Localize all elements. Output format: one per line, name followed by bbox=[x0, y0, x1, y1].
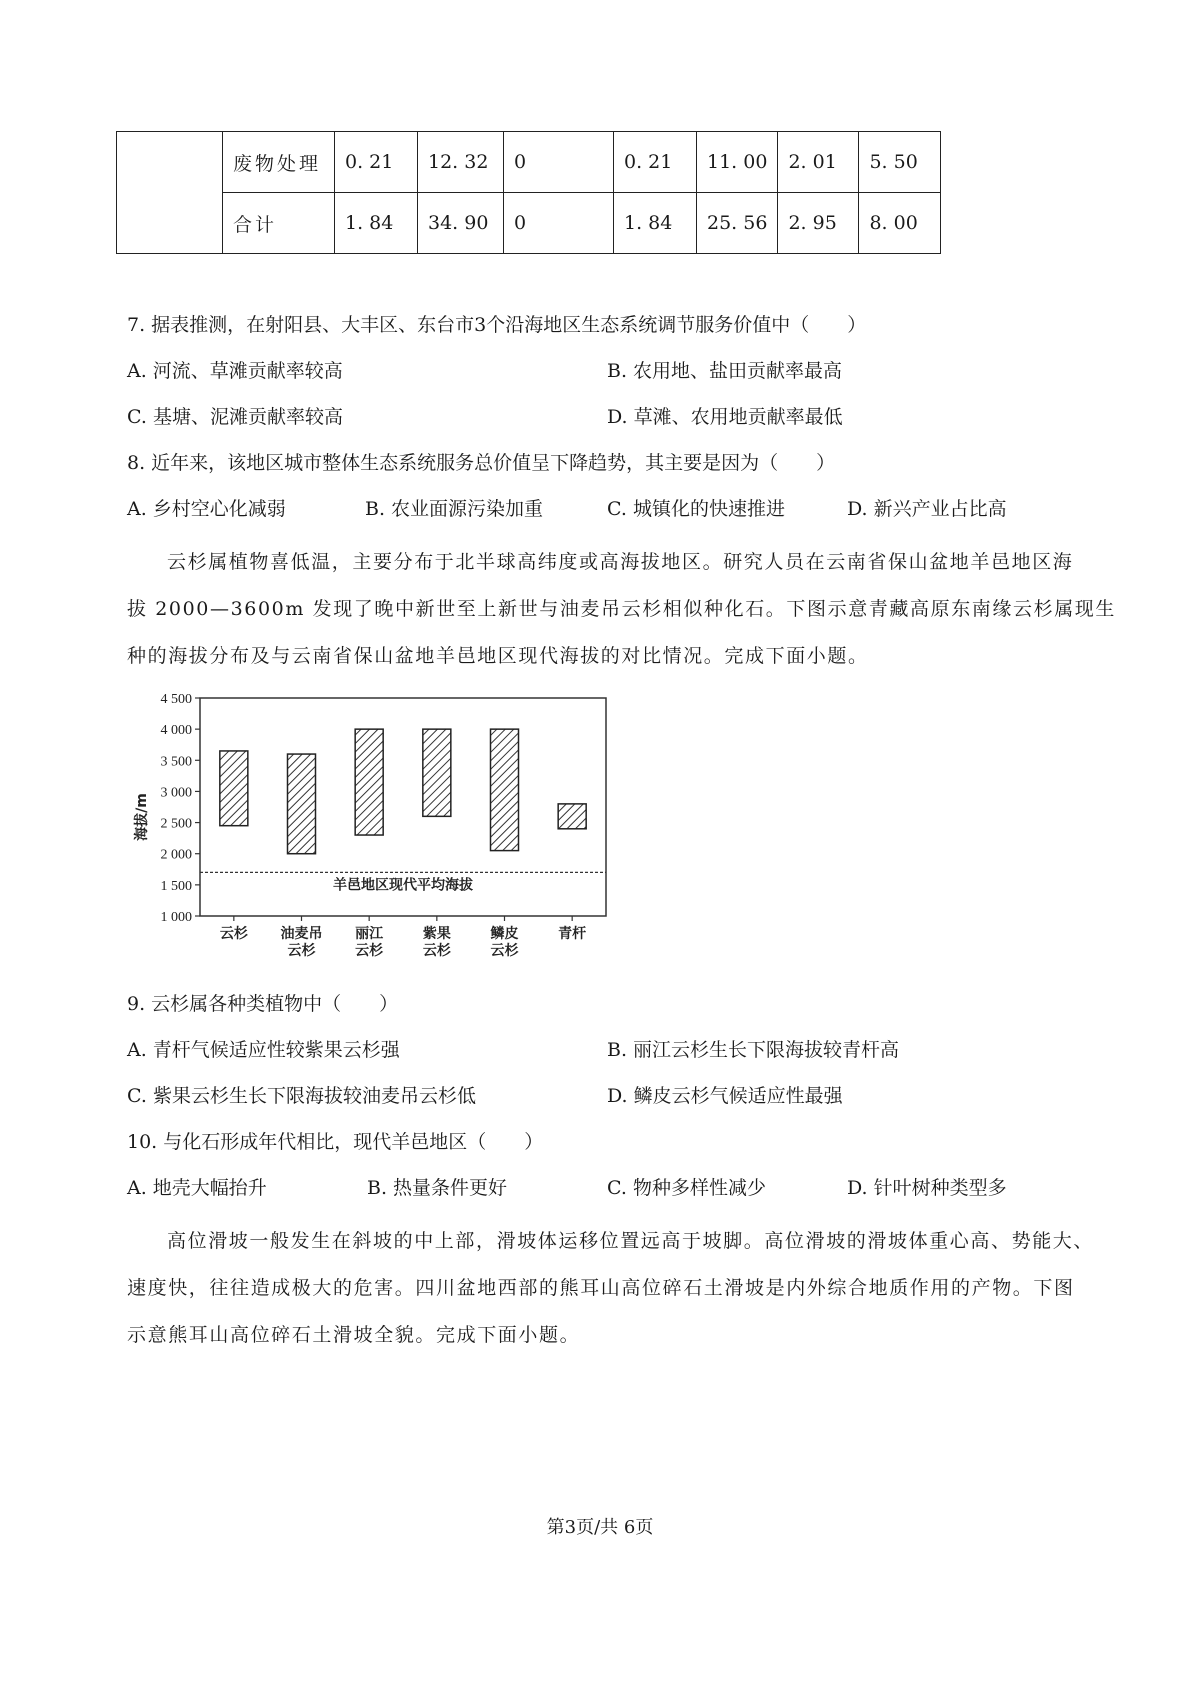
chart-bar bbox=[558, 804, 586, 829]
question-7-option-c: C. 基塘、泥滩贡献率较高 bbox=[127, 406, 343, 428]
question-10-option-d: D. 针叶树种类型多 bbox=[847, 1177, 1007, 1199]
table-row bbox=[117, 193, 941, 254]
x-category-label: 云杉 bbox=[355, 943, 384, 958]
page-number: 第3页/共 6页 bbox=[546, 1517, 654, 1538]
question-10-stem: 10. 与化石形成年代相比，现代羊邑地区（ ） bbox=[127, 1131, 544, 1153]
y-tick-label: 4 000 bbox=[160, 723, 192, 739]
question-9-option-d: D. 鳞皮云杉气候适应性最强 bbox=[607, 1085, 843, 1107]
question-8-option-a: A. 乡村空心化减弱 bbox=[127, 498, 286, 520]
chart-bar bbox=[220, 751, 248, 826]
table-cell: 0. 21 bbox=[614, 132, 697, 193]
question-8-stem: 8. 近年来，该地区城市整体生态系统服务总价值呈下降趋势，其主要是因为（ ） bbox=[127, 452, 836, 474]
question-7-option-b: B. 农用地、盐田贡献率最高 bbox=[607, 360, 843, 382]
y-tick-label: 1 000 bbox=[160, 910, 192, 925]
table-cell: 1. 84 bbox=[614, 193, 697, 254]
table-cell-empty bbox=[117, 132, 223, 254]
table-cell: 2. 95 bbox=[778, 193, 859, 254]
chart-bars bbox=[220, 729, 586, 854]
passage-2-line-1: 高位滑坡一般发生在斜坡的中上部，滑坡体运移位置远高于坡脚。高位滑坡的滑坡体重心高、势能大、 bbox=[167, 1230, 1095, 1252]
question-7-option-a: A. 河流、草滩贡献率较高 bbox=[127, 360, 343, 382]
question-9-option-b: B. 丽江云杉生长下限海拔较青杆高 bbox=[607, 1039, 900, 1061]
chart-bar bbox=[423, 729, 451, 816]
question-8-option-c: C. 城镇化的快速推进 bbox=[607, 498, 785, 520]
table-cell: 2. 01 bbox=[778, 132, 859, 193]
data-table bbox=[116, 131, 941, 254]
question-9-stem: 9. 云杉属各种类植物中（ ） bbox=[127, 993, 399, 1015]
question-7-stem: 7. 据表推测，在射阳县、大丰区、东台市3个沿海地区生态系统调节服务价值中（ ） bbox=[127, 314, 867, 336]
y-tick-label: 2 500 bbox=[160, 816, 192, 832]
x-category-label: 紫果 bbox=[422, 926, 451, 942]
y-tick-label: 2 000 bbox=[160, 847, 192, 863]
chart-bar bbox=[355, 729, 383, 835]
table-cell-category: 合计 bbox=[223, 193, 335, 254]
question-8-option-d: D. 新兴产业占比高 bbox=[847, 498, 1007, 520]
x-category-label: 云杉 bbox=[287, 943, 316, 958]
table-cell: 11. 00 bbox=[697, 132, 778, 193]
x-category-label: 云杉 bbox=[490, 943, 519, 958]
passage-1-line-3: 种的海拔分布及与云南省保山盆地羊邑地区现代海拔的对比情况。完成下面小题。 bbox=[127, 645, 869, 667]
passage-2-line-3: 示意熊耳山高位碎石土滑坡全貌。完成下面小题。 bbox=[127, 1324, 581, 1346]
table-row bbox=[117, 132, 941, 193]
x-category-label: 云杉 bbox=[422, 943, 451, 958]
y-tick-label: 1 500 bbox=[160, 878, 192, 894]
question-8-option-b: B. 农业面源污染加重 bbox=[365, 498, 544, 520]
y-tick-label: 4 500 bbox=[160, 692, 192, 707]
passage-1-line-2: 拔 2000—3600m 发现了晚中新世至上新世与油麦吊云杉相似种化石。下图示意青藏高原东南缘云杉属现生 bbox=[127, 598, 1117, 620]
table-cell: 34. 90 bbox=[418, 193, 504, 254]
y-axis-label: 海拔/m bbox=[134, 793, 150, 841]
chart-bar bbox=[288, 754, 316, 854]
passage-2-line-2: 速度快，往往造成极大的危害。四川盆地西部的熊耳山高位碎石土滑坡是内外综合地质作用的产物。下图 bbox=[127, 1277, 1075, 1299]
table-cell: 0 bbox=[504, 193, 614, 254]
table-cell: 0 bbox=[504, 132, 614, 193]
table-cell: 0. 21 bbox=[335, 132, 418, 193]
table-cell-category: 废物处理 bbox=[223, 132, 335, 193]
altitude-range-chart bbox=[130, 688, 620, 958]
y-tick-label: 3 500 bbox=[160, 754, 192, 770]
question-10-option-c: C. 物种多样性减少 bbox=[607, 1177, 766, 1199]
reference-line-label: 羊邑地区现代平均海拔 bbox=[333, 877, 473, 894]
question-7-option-d: D. 草滩、农用地贡献率最低 bbox=[607, 406, 843, 428]
question-9-option-c: C. 紫果云杉生长下限海拔较油麦吊云杉低 bbox=[127, 1085, 476, 1107]
x-category-label: 油麦吊 bbox=[280, 926, 323, 942]
x-category-label: 云杉 bbox=[219, 926, 248, 942]
x-category-label: 丽江 bbox=[355, 926, 384, 942]
chart-bar bbox=[491, 729, 519, 850]
question-10-option-a: A. 地壳大幅抬升 bbox=[127, 1177, 267, 1199]
table-cell: 25. 56 bbox=[697, 193, 778, 254]
chart-category-labels bbox=[220, 925, 586, 958]
x-category-label: 鳞皮 bbox=[490, 926, 519, 942]
table-cell: 5. 50 bbox=[859, 132, 941, 193]
x-category-label: 青杆 bbox=[558, 926, 587, 942]
table-cell: 8. 00 bbox=[859, 193, 941, 254]
table-cell: 12. 32 bbox=[418, 132, 504, 193]
passage-1-line-1: 云杉属植物喜低温，主要分布于北半球高纬度或高海拔地区。研究人员在云南省保山盆地羊邑地区海 bbox=[167, 551, 1074, 573]
table-cell: 1. 84 bbox=[335, 193, 418, 254]
y-tick-label: 3 000 bbox=[160, 785, 192, 801]
question-9-option-a: A. 青杆气候适应性较紫果云杉强 bbox=[127, 1039, 400, 1061]
question-10-option-b: B. 热量条件更好 bbox=[367, 1177, 508, 1199]
